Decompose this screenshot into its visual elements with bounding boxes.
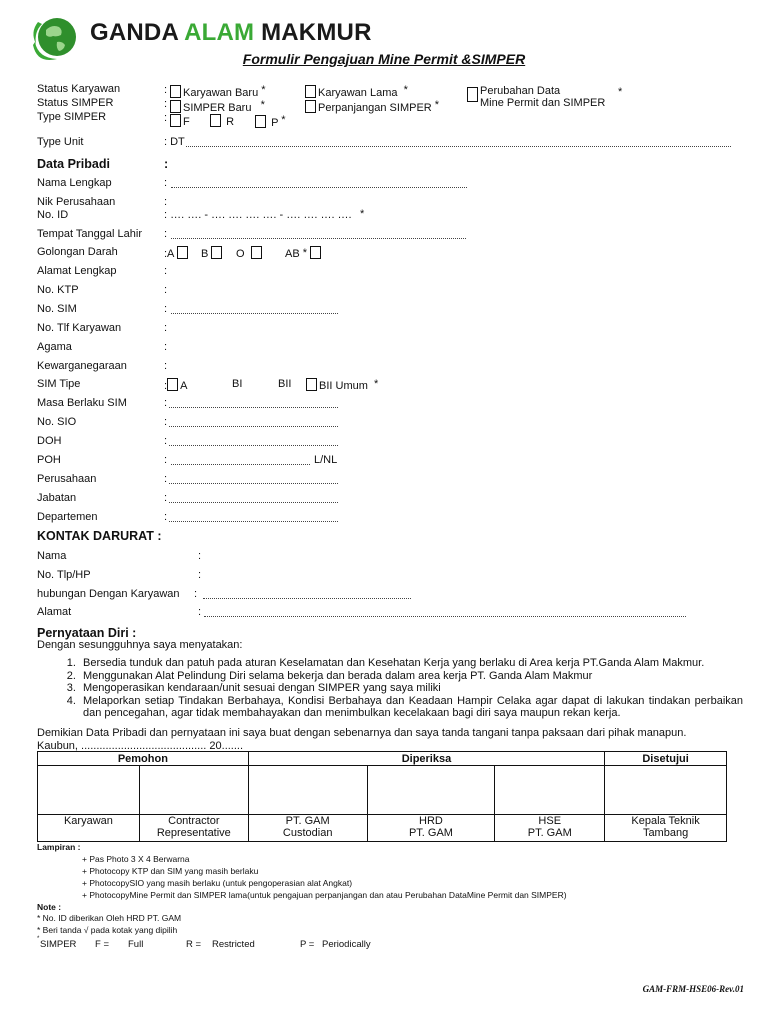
signature-box-ktt[interactable] (605, 766, 727, 815)
lampiran-item: + PhotocopyMine Permit dan SIMPER lama(untuk pengajuan perpanjangan dan atau Perubahan DataMine Permit dan SIMPER) (82, 890, 567, 900)
kewarganegaraan-label: Kewarganegaraan (37, 360, 127, 372)
note-star: * (37, 936, 40, 942)
note-p: P = (300, 939, 315, 950)
checkbox[interactable] (210, 114, 221, 127)
field-colon: : (164, 322, 168, 334)
perpanjangan-option[interactable]: Perpanjangan SIMPER * (305, 99, 439, 114)
perusahaan-label: Perusahaan (37, 473, 97, 485)
checkbox[interactable] (306, 378, 317, 391)
brand-name (90, 19, 372, 47)
doh-label: DOH (37, 435, 62, 447)
field-colon: : (164, 177, 168, 189)
checkbox[interactable] (211, 246, 222, 259)
pernyataan-closing: Demikian Data Pribadi dan pernyataan ini saya buat dengan sebenarnya dan saya tanda tangani tanpa paksaan dari pihak manapun. (37, 727, 687, 739)
departemen-field[interactable] (169, 521, 338, 522)
sio-field[interactable] (169, 426, 338, 427)
required-marker: * (618, 86, 623, 98)
role-line: Custodian (282, 827, 333, 839)
perubahan-data-label-2: Mine Permit dan SIMPER (480, 97, 606, 109)
checkbox[interactable] (170, 114, 181, 127)
type-unit-label: Type Unit (37, 136, 84, 148)
place-date[interactable]: Kaubun, ......................................... 20....... (37, 740, 244, 752)
sig-header-diperiksa: Diperiksa (248, 752, 604, 766)
pernyataan-item: 4. Melaporkan setiap Tindakan Berbahaya, Kondisi Berbahaya dan Keadaan Hampir Celaka agar dapat di lakukan tindakan perbaikan dan pencegahan, agar tidak membahayakan dan menimbulkan kecelakaan bagi diri saya maupun rekan kerja. (79, 695, 743, 720)
type-simper-label: Type SIMPER (37, 111, 107, 123)
tlf-label: No. Tlf Karyawan (37, 322, 122, 334)
gol-b-option[interactable] (201, 246, 224, 260)
departemen-label: Departemen (37, 511, 98, 523)
sig-role-hse (495, 815, 605, 842)
ttl-label: Tempat Tanggal Lahir (37, 228, 142, 240)
note-restricted: Restricted (212, 939, 255, 950)
darurat-alamat-field[interactable] (204, 616, 686, 617)
perubahan-data-label: Perubahan Data (480, 85, 561, 97)
field-colon: : (164, 341, 168, 353)
lampiran-text: PhotocopySIO yang masih berlaku (untuk pengoperasian alat Angkat) (89, 878, 353, 888)
doh-field[interactable] (169, 445, 338, 446)
nama-lengkap-label: Nama Lengkap (37, 177, 112, 189)
note-f: F = (95, 939, 109, 950)
lampiran-item: + Photocopy KTP dan SIM yang masih berlaku (82, 866, 259, 876)
lampiran-item: + Pas Photo 3 X 4 Berwarna (82, 854, 190, 864)
sio-label: No. SIO (37, 416, 77, 428)
role-line: Tambang (642, 827, 689, 839)
type-f-option[interactable] (170, 114, 190, 128)
note-line-1: * No. ID diberikan Oleh HRD PT. GAM (37, 913, 182, 923)
darurat-alamat-label: Alamat (37, 606, 72, 618)
sig-role-custodian (248, 815, 367, 842)
gol-o-label: O (236, 248, 245, 260)
checkbox[interactable] (467, 87, 478, 102)
sim-tipe-label: SIM Tipe (37, 378, 81, 390)
karyawan-lama-option[interactable]: Karyawan Lama * (305, 84, 408, 99)
sim-label: No. SIM (37, 303, 77, 315)
note-line-3-label: SIMPER (40, 939, 77, 950)
masa-berlaku-field[interactable] (169, 407, 338, 408)
type-unit-line[interactable] (186, 146, 731, 147)
sim-field[interactable] (171, 313, 338, 314)
pernyataan-list (37, 657, 743, 720)
checkbox[interactable] (310, 246, 321, 259)
type-p-label: P (271, 117, 279, 129)
field-colon: : (164, 454, 168, 466)
ttl-field[interactable] (171, 238, 466, 239)
checkbox[interactable] (170, 100, 181, 113)
field-colon: : (198, 550, 202, 562)
perusahaan-field[interactable] (169, 483, 338, 484)
perubahan-data-checkbox[interactable] (467, 87, 480, 103)
role-line: HRD (419, 815, 443, 827)
checkbox[interactable] (255, 115, 266, 128)
brand-word-ganda: GANDA (90, 19, 185, 46)
required-marker: * (360, 208, 365, 220)
gol-b-label: B (201, 248, 209, 260)
status-colon: : (164, 98, 168, 110)
field-colon: : (164, 511, 168, 523)
no-id-field[interactable]: : …. …. - …. …. …. …. - …. …. …. …. (164, 209, 352, 221)
checkbox[interactable] (170, 85, 181, 98)
field-colon: : (164, 416, 168, 428)
gol-a-option[interactable] (164, 246, 190, 260)
checkbox[interactable] (167, 378, 178, 391)
jabatan-label: Jabatan (37, 492, 77, 504)
sig-role-karyawan (38, 815, 140, 842)
field-colon: : (164, 228, 168, 240)
field-colon: : (194, 588, 198, 600)
field-colon: : (164, 265, 168, 277)
pernyataan-item: 2. Menggunakan Alat Pelindung Diri selama bekerja dan berada dalam area kerja PT. Ganda Alam Makmur (79, 670, 743, 683)
gol-ab-label: AB (285, 248, 300, 260)
sig-role-contractor (139, 815, 248, 842)
sim-a-option[interactable]: : A (164, 380, 188, 392)
sig-header-pemohon: Pemohon (38, 752, 249, 766)
field-colon: : (164, 360, 168, 372)
sig-header-disetujui: Disetujui (605, 752, 727, 766)
section-colon: : (164, 157, 169, 171)
form-title: Formulir Pengajuan Mine Permit &SIMPER (242, 51, 526, 67)
signature-box-karyawan[interactable] (38, 766, 140, 815)
sim-bii-umum-label: BII Umum (319, 380, 368, 392)
role-line: Representative (156, 827, 231, 839)
karyawan-baru-option[interactable]: Karyawan Baru * (170, 84, 266, 99)
pernyataan-item: 3. Mengoperasikan kendaraan/unit sesuai dengan SIMPER yang saya miliki (79, 682, 743, 695)
lampiran-text: Pas Photo 3 X 4 Berwarna (89, 854, 190, 864)
field-colon: : (198, 606, 202, 618)
field-colon: : (164, 473, 168, 485)
brand-word-makmur: MAKMUR (254, 19, 372, 46)
sig-role-hrd (367, 815, 495, 842)
role-line: Karyawan (63, 815, 113, 827)
gol-o-option[interactable] (236, 246, 264, 260)
note-full: Full (128, 939, 144, 950)
role-line: Contractor (168, 815, 220, 827)
ktp-label: No. KTP (37, 284, 79, 296)
gol-a-label: :A (164, 248, 174, 260)
poh-label: POH (37, 454, 61, 466)
note-line-2: * Beri tanda √ pada kotak yang dipilih (37, 925, 178, 935)
type-f-label: F (183, 116, 190, 128)
signature-box-hrd[interactable] (367, 766, 495, 815)
sim-a-label: A (180, 380, 188, 392)
kontak-darurat-heading: KONTAK DARURAT : (37, 529, 162, 543)
karyawan-baru-label: Karyawan Baru (183, 87, 259, 99)
role-line: PT. GAM (527, 827, 572, 839)
darurat-nama-label: Nama (37, 550, 67, 562)
nik-perusahaan-label: Nik Perusahaan (37, 196, 116, 208)
pernyataan-heading: Pernyataan Diri : (37, 626, 137, 640)
field-colon: : (198, 569, 202, 581)
checkbox[interactable] (305, 85, 316, 98)
checkbox[interactable] (305, 100, 316, 113)
brand-word-alam: ALAM (184, 19, 255, 46)
pernyataan-intro: Dengan sesungguhnya saya menyatakan: (37, 639, 243, 651)
status-simper-label: Status SIMPER (37, 97, 114, 109)
jabatan-field[interactable] (169, 502, 338, 503)
field-colon: : (164, 196, 168, 208)
note-periodically: Periodically (322, 939, 371, 950)
darurat-hubungan-field[interactable] (203, 598, 411, 599)
role-line: Kepala Teknik (631, 815, 700, 827)
status-karyawan-label: Status Karyawan (37, 83, 121, 95)
document-code: GAM-FRM-HSE06-Rev.01 (642, 984, 744, 994)
type-unit-value: : DT (164, 136, 185, 148)
field-colon: : (164, 397, 168, 409)
lampiran-heading: Lampiran : (37, 842, 81, 852)
field-colon: : (164, 435, 168, 447)
role-line: PT. GAM (285, 815, 330, 827)
type-p-option[interactable]: P * (255, 114, 286, 129)
sim-bii-label[interactable]: BII (278, 378, 292, 390)
field-colon: : (164, 284, 168, 296)
field-colon: : (164, 303, 168, 315)
pernyataan-item: 1. Bersedia tunduk dan patuh pada aturan Keselamatan dan Kesehatan Kerja yang berlaku di Area kerja PT.Ganda Alam Makmur. (79, 657, 743, 670)
signature-box-hse[interactable] (495, 766, 605, 815)
note-heading: Note : (37, 902, 62, 912)
poh-field[interactable] (171, 464, 310, 465)
darurat-tlp-label: No. Tlp/HP (37, 569, 91, 581)
type-r-option[interactable] (210, 114, 234, 128)
role-line: PT. GAM (408, 827, 453, 839)
gol-ab-option[interactable]: AB * (285, 246, 323, 260)
sig-role-ktt (605, 815, 727, 842)
nama-lengkap-field[interactable] (171, 187, 467, 188)
sim-bii-umum-option[interactable]: BII Umum * (306, 378, 378, 392)
simper-baru-label: SIMPER Baru (183, 102, 252, 114)
checkbox[interactable] (177, 246, 188, 259)
sim-bi-label[interactable]: BI (232, 378, 243, 390)
poh-suffix: L/NL (314, 454, 338, 466)
agama-label: Agama (37, 341, 72, 353)
no-id-label: No. ID (37, 209, 69, 221)
note-r: R = (186, 939, 202, 950)
lampiran-item: + PhotocopySIO yang masih berlaku (untuk pengoperasian alat Angkat) (82, 878, 353, 888)
signature-box-contractor[interactable] (139, 766, 248, 815)
type-r-label: R (226, 116, 235, 128)
checkbox[interactable] (251, 246, 262, 259)
darurat-hubungan-label: hubungan Dengan Karyawan (37, 588, 180, 600)
signature-box-custodian[interactable] (248, 766, 367, 815)
data-pribadi-heading: Data Pribadi (37, 157, 110, 171)
alamat-label: Alamat Lengkap (37, 265, 117, 277)
lampiran-text: PhotocopyMine Permit dan SIMPER lama(untuk pengajuan perpanjangan dan atau Perubahan DataMine Permit dan SIMPER) (89, 890, 567, 900)
signature-table (37, 751, 727, 842)
role-line: HSE (538, 815, 562, 827)
lampiran-text: Photocopy KTP dan SIM yang masih berlaku (89, 866, 259, 876)
status-colon: : (164, 84, 168, 96)
masa-berlaku-label: Masa Berlaku SIM (37, 397, 127, 409)
field-colon: : (164, 492, 168, 504)
karyawan-lama-label: Karyawan Lama (318, 87, 398, 99)
golongan-darah-label: Golongan Darah (37, 246, 118, 258)
simper-baru-option[interactable]: SIMPER Baru * (170, 99, 265, 114)
status-colon: : (164, 112, 168, 124)
perpanjangan-label: Perpanjangan SIMPER (318, 102, 432, 114)
